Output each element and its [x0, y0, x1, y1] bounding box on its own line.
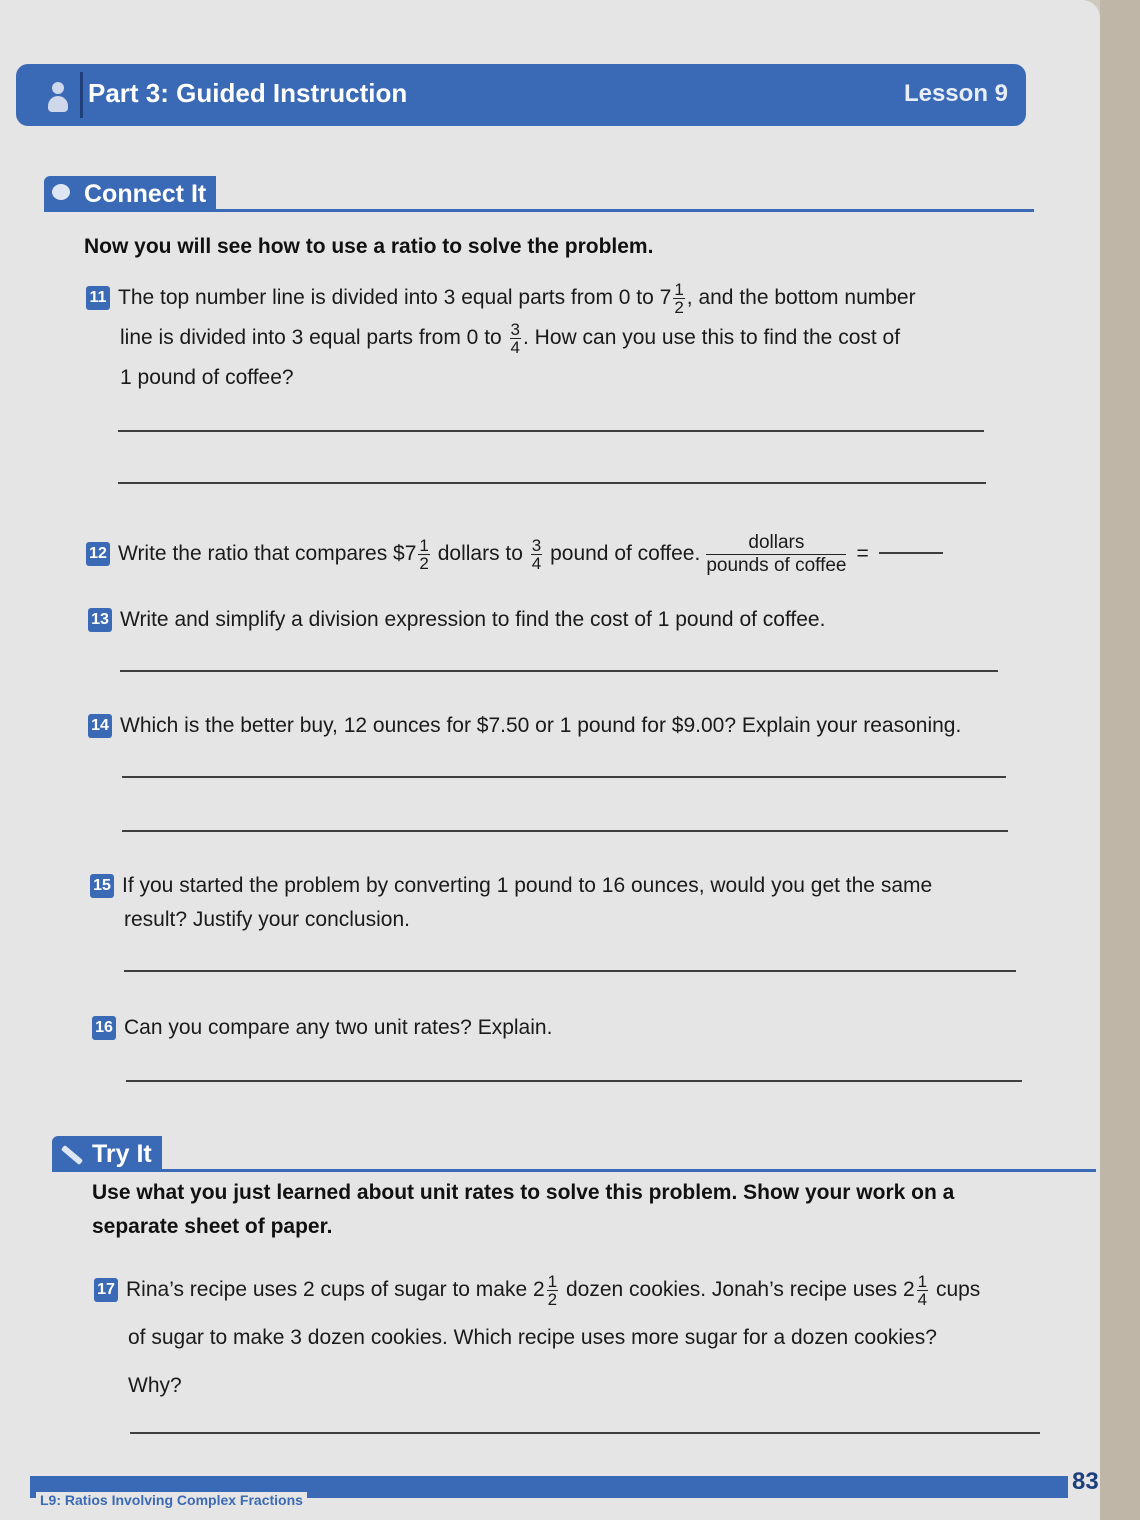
question-text: The top number line is divided into 3 equal parts from 0 to 7 — [118, 286, 672, 309]
ratio-fraction: $\frac{\text{dollars}}{\text{pounds of coffee}}$ — [706, 532, 847, 576]
speech-bubble-icon — [52, 184, 74, 204]
try-it-intro-line: separate sheet of paper. — [92, 1215, 333, 1238]
question-number: 17 — [94, 1278, 118, 1302]
question-number: 14 — [88, 714, 112, 738]
footer-lesson-title: L9: Ratios Involving Complex Fractions — [36, 1492, 307, 1508]
question-text: dollars to — [431, 542, 529, 566]
question-12 — [86, 532, 1006, 577]
fraction: $\frac{1}{2}$ — [419, 536, 429, 573]
question-text: Rina’s recipe uses 2 cups of sugar to make 2 — [126, 1278, 545, 1301]
question-text: Why? — [128, 1374, 182, 1397]
page-number: 83 — [1072, 1468, 1099, 1495]
question-number: 13 — [88, 608, 112, 632]
question-text: Write and simplify a division expression to find the cost of 1 pound of coffee. — [120, 608, 826, 631]
page-title: Part 3: Guided Instruction — [88, 78, 408, 108]
question-text: of sugar to make 3 dozen cookies. Which recipe uses more sugar for a dozen cookies? — [128, 1326, 937, 1349]
connect-it-label: Connect It — [84, 180, 207, 208]
answer-line[interactable] — [122, 776, 1006, 778]
question-16 — [92, 1008, 1012, 1048]
answer-line[interactable] — [130, 1432, 1040, 1434]
fraction: $\frac{3}{4}$ — [510, 319, 521, 357]
question-text: , and the bottom number — [686, 286, 916, 309]
question-text: Which is the better buy, 12 ounces for $7.50 or 1 pound for $9.00? Explain your reasoning. — [120, 714, 962, 737]
connect-intro: Now you will see how to use a ratio to solve the problem. — [84, 235, 654, 258]
connect-it-tab — [44, 176, 216, 212]
question-text: pound of coffee. — [544, 542, 701, 566]
question-14 — [88, 706, 1018, 746]
question-text: result? Justify your conclusion. — [124, 908, 410, 931]
connect-it-header — [44, 176, 1034, 212]
try-it-intro-line: Use what you just learned about unit rates to solve this problem. Show your work on a — [92, 1181, 955, 1204]
pencil-icon — [60, 1144, 82, 1164]
question-text: If you started the problem by converting 1 pound to 16 ounces, would you get the same — [122, 874, 933, 897]
answer-line[interactable] — [126, 1080, 1022, 1082]
question-text: Can you compare any two unit rates? Explain. — [124, 1016, 553, 1039]
question-number: 16 — [92, 1016, 116, 1040]
question-15 — [90, 866, 1020, 940]
answer-line[interactable] — [120, 670, 998, 672]
header-icon-box — [28, 72, 83, 118]
question-text: Write the ratio that compares $7 — [118, 542, 417, 566]
question-text: cups — [930, 1278, 981, 1301]
question-text: line is divided into 3 equal parts from 0 to — [120, 326, 508, 349]
try-it-header — [52, 1136, 1096, 1172]
answer-line[interactable] — [118, 430, 984, 432]
answer-line[interactable] — [118, 482, 986, 484]
try-it-rule — [156, 1169, 1096, 1172]
fraction: $\frac{3}{4}$ — [531, 536, 542, 573]
question-number: 11 — [86, 286, 110, 310]
question-text: 1 pound of coffee? — [120, 366, 294, 389]
question-number: 15 — [90, 874, 114, 898]
question-13 — [88, 600, 1008, 640]
question-text: dozen cookies. Jonah’s recipe uses 2 — [560, 1278, 915, 1301]
fraction: $\frac{1}{2}$ — [547, 1271, 558, 1309]
question-11 — [86, 278, 986, 398]
fraction: $\frac{1}{4}$ — [917, 1271, 928, 1309]
answer-line[interactable] — [124, 970, 1016, 972]
question-number: 12 — [86, 542, 110, 566]
connect-it-rule — [204, 209, 1034, 212]
try-it-tab — [52, 1136, 162, 1172]
header-banner — [16, 64, 1026, 126]
lesson-label: Lesson 9 — [903, 80, 1008, 107]
question-text: . How can you use this to find the cost of — [523, 326, 901, 349]
ratio-answer-blank[interactable] — [879, 552, 943, 554]
fraction: $\frac{1}{2}$ — [674, 279, 684, 317]
try-it-label: Try It — [92, 1140, 152, 1168]
answer-line[interactable] — [122, 830, 1008, 832]
person-icon — [48, 82, 68, 112]
equals-sign: = — [856, 542, 869, 566]
page-edge — [1100, 0, 1140, 1520]
try-it-intro — [92, 1176, 1052, 1244]
question-17 — [94, 1266, 1044, 1410]
